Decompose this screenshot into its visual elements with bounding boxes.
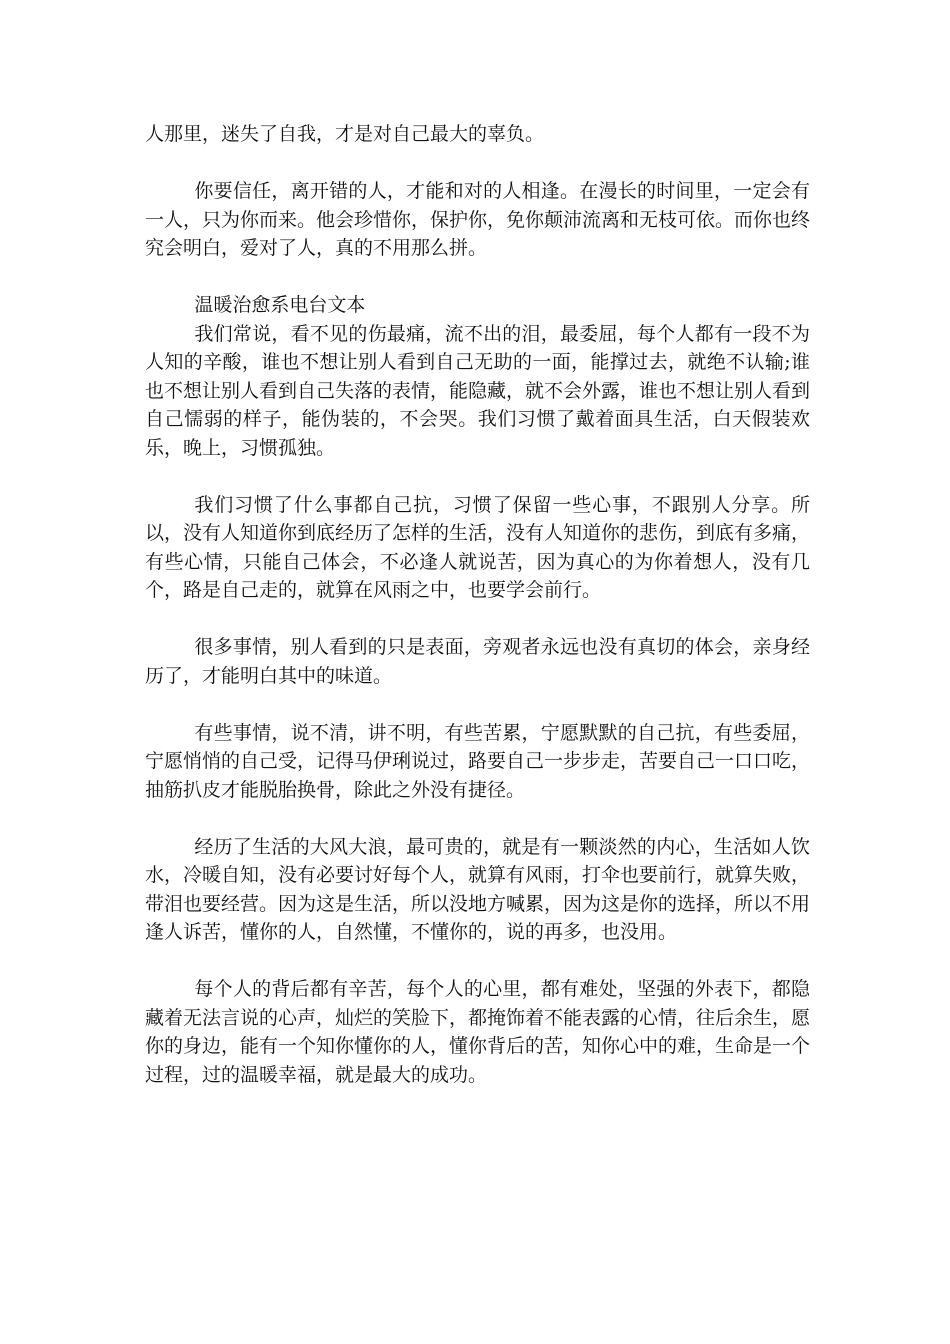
paragraph-2: 你要信任，离开错的人，才能和对的人相逢。在漫长的时间里，一定会有一人，只为你而来。他会珍惜你，保护你，免你颠沛流离和无枝可依。而你也终究会明白，爱对了人，真的不用那么拼。 — [145, 180, 811, 259]
paragraph-4: 我们习惯了什么事都自己抗，习惯了保留一些心事，不跟别人分享。所以，没有人知道你到底经历了怎样的生活，没有人知道你的悲伤，到底有多痛，有些心情，只能自己体会，不必逢人就说苦，因为真心的为你着想人，没有几个，路是自己走的，就算在风雨之中，也要学会前行。 — [145, 493, 811, 601]
paragraph-6: 有些事情，说不清，讲不明，有些苦累，宁愿默默的自己抗，有些委屈，宁愿悄悄的自己受，记得马伊琍说过，路要自己一步步走，苦要自己一口口吃，抽筋扒皮才能脱胎换骨，除此之外没有捷径。 — [145, 721, 811, 801]
paragraph-8: 每个人的背后都有辛苦，每个人的心里，都有难处，坚强的外表下，都隐藏着无法言说的心声，灿烂的笑脸下，都掩饰着不能表露的心情，往后余生，愿你的身边，能有一个知你懂你的人，懂你背后的苦，知你心中的难，生命是一个过程，过的温暖幸福，就是最大的成功。 — [145, 978, 811, 1086]
document-body — [145, 120, 810, 1118]
paragraph-3: 我们常说，看不见的伤最痛，流不出的泪，最委屈，每个人都有一段不为人知的辛酸，谁也不想让别人看到自己无助的一面，能撑过去，就绝不认输;谁也不想让别人看到自己失落的表情，能隐藏，就不会外露，谁也不想让别人看到自己懦弱的样子，能伪装的，不会哭。我们习惯了戴着面具生活，白天假装欢乐，晚上，习惯孤独。 — [145, 322, 811, 459]
paragraph-1: 人那里，迷失了自我，才是对自己最大的辜负。 — [145, 123, 545, 145]
paragraph-7: 经历了生活的大风大浪，最可贵的，就是有一颗淡然的内心，生活如人饮水，冷暖自知，没有必要讨好每个人，就算有风雨，打伞也要前行，就算失败，带泪也要经营。因为这是生活，所以没地方喊累，因为这是你的选择，所以不用逢人诉苦，懂你的人，自然懂，不懂你的，说的再多，也没用。 — [145, 835, 811, 943]
section-title: 温暖治愈系电台文本 — [194, 294, 366, 316]
paragraph-5: 很多事情，别人看到的只是表面，旁观者永远也没有真切的体会，亲身经历了，才能明白其中的味道。 — [145, 636, 810, 687]
